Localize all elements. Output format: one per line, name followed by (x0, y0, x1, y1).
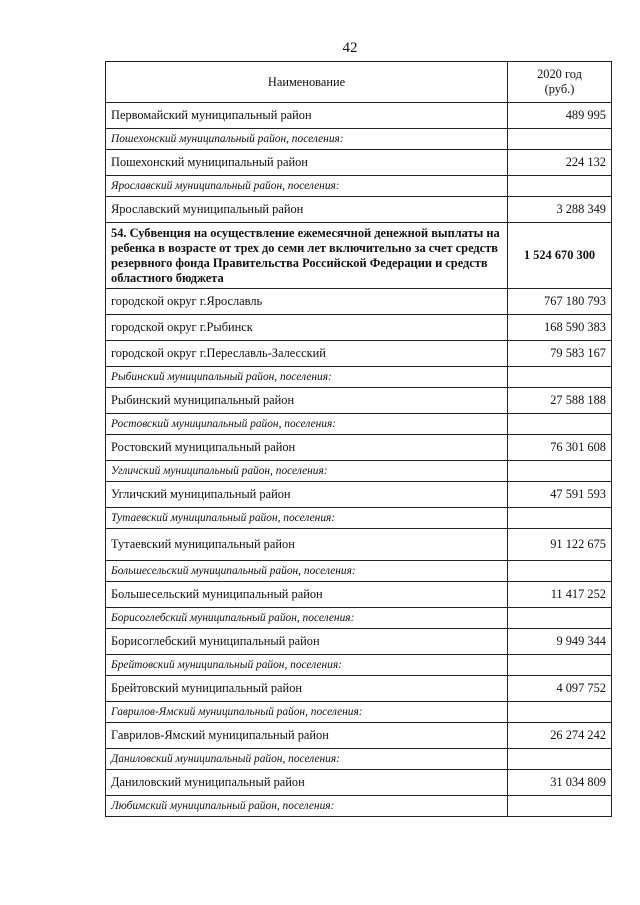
subheading-row (106, 702, 612, 723)
row-value: 3 288 349 (508, 197, 612, 223)
table-row (106, 770, 612, 796)
row-value: 31 034 809 (508, 770, 612, 796)
row-value: 9 949 344 (508, 629, 612, 655)
column-header-year-label: 2020 год (537, 67, 582, 81)
table-row (106, 315, 612, 341)
section-title: 54. Субвенция на осуществление ежемесячной денежной выплаты на ребенка в возрасте от трех до семи лет включительно за счет средств резервного фонда Правительства Российской Федерации и средств областного бюджета (106, 223, 508, 289)
table-row (106, 435, 612, 461)
subheading-label: Брейтовский муниципальный район, поселения: (106, 655, 508, 676)
row-name: Угличский муниципальный район (106, 482, 508, 508)
subheading-row (106, 129, 612, 150)
row-name: городской округ г.Ярославль (106, 289, 508, 315)
table-row (106, 529, 612, 561)
row-value: 76 301 608 (508, 435, 612, 461)
subheading-label: Любимский муниципальный район, поселения: (106, 796, 508, 817)
row-value (508, 702, 612, 723)
subheading-label: Большесельский муниципальный район, поселения: (106, 561, 508, 582)
table-row (106, 289, 612, 315)
table-row (106, 150, 612, 176)
table-row (106, 629, 612, 655)
table-row (106, 582, 612, 608)
table-row (106, 388, 612, 414)
row-value: 47 591 593 (508, 482, 612, 508)
row-name: Пошехонский муниципальный район (106, 150, 508, 176)
row-name: Гаврилов-Ямский муниципальный район (106, 723, 508, 749)
column-header-unit: (руб.) (544, 82, 575, 96)
subheading-row (106, 608, 612, 629)
subheading-row (106, 176, 612, 197)
table-row (106, 341, 612, 367)
row-value: 767 180 793 (508, 289, 612, 315)
subheading-row (106, 749, 612, 770)
row-value: 91 122 675 (508, 529, 612, 561)
row-value (508, 508, 612, 529)
subheading-label: Пошехонский муниципальный район, поселения: (106, 129, 508, 150)
row-name: Борисоглебский муниципальный район (106, 629, 508, 655)
row-value (508, 796, 612, 817)
page-number: 42 (342, 40, 358, 56)
subheading-label: Гаврилов-Ямский муниципальный район, поселения: (106, 702, 508, 723)
row-name: Первомайский муниципальный район (106, 103, 508, 129)
row-value: 79 583 167 (508, 341, 612, 367)
row-name: Рыбинский муниципальный район (106, 388, 508, 414)
table-row (106, 676, 612, 702)
subheading-label: Тутаевский муниципальный район, поселения: (106, 508, 508, 529)
row-value: 27 588 188 (508, 388, 612, 414)
subheading-label: Борисоглебский муниципальный район, поселения: (106, 608, 508, 629)
table-row (106, 723, 612, 749)
subheading-label: Ростовский муниципальный район, поселения: (106, 414, 508, 435)
column-header-year (508, 62, 612, 103)
section-row (106, 223, 612, 289)
section-total: 1 524 670 300 (508, 223, 612, 289)
row-value: 26 274 242 (508, 723, 612, 749)
row-value: 11 417 252 (508, 582, 612, 608)
row-value (508, 367, 612, 388)
subheading-label: Ярославский муниципальный район, поселения: (106, 176, 508, 197)
row-name: Тутаевский муниципальный район (106, 529, 508, 561)
table-row (106, 103, 612, 129)
table-body (106, 103, 612, 817)
row-value (508, 749, 612, 770)
row-value: 489 995 (508, 103, 612, 129)
column-header-name: Наименование (106, 62, 508, 103)
table-row (106, 197, 612, 223)
row-value (508, 129, 612, 150)
subheading-row (106, 508, 612, 529)
row-value (508, 461, 612, 482)
row-name: Ростовский муниципальный район (106, 435, 508, 461)
table-row (106, 482, 612, 508)
subheading-row (106, 414, 612, 435)
row-name: городской округ г.Переславль-Залесский (106, 341, 508, 367)
row-value (508, 176, 612, 197)
row-name: Брейтовский муниципальный район (106, 676, 508, 702)
subheading-label: Угличский муниципальный район, поселения: (106, 461, 508, 482)
subheading-label: Рыбинский муниципальный район, поселения: (106, 367, 508, 388)
subheading-row (106, 561, 612, 582)
row-value (508, 561, 612, 582)
row-value (508, 414, 612, 435)
subheading-label: Даниловский муниципальный район, поселения: (106, 749, 508, 770)
table-header-row (106, 62, 612, 103)
subheading-row (106, 796, 612, 817)
row-name: Даниловский муниципальный район (106, 770, 508, 796)
row-value (508, 655, 612, 676)
row-name: Большесельский муниципальный район (106, 582, 508, 608)
row-value: 224 132 (508, 150, 612, 176)
subheading-row (106, 655, 612, 676)
subheading-row (106, 461, 612, 482)
row-value: 168 590 383 (508, 315, 612, 341)
row-value: 4 097 752 (508, 676, 612, 702)
row-value (508, 608, 612, 629)
row-name: Ярославский муниципальный район (106, 197, 508, 223)
row-name: городской округ г.Рыбинск (106, 315, 508, 341)
subheading-row (106, 367, 612, 388)
budget-table (105, 61, 612, 817)
